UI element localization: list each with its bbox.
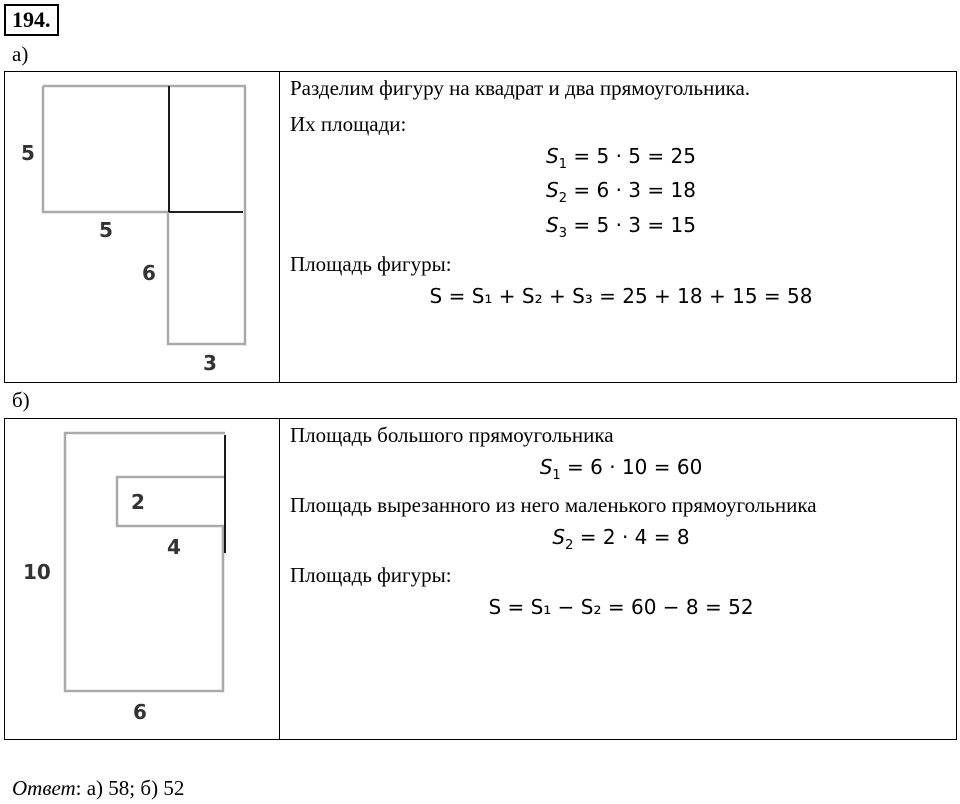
part-a-outline bbox=[43, 86, 245, 344]
part-b-outline bbox=[65, 433, 225, 691]
part-b-formula-s2: $S_2 = 2 \cdot 4 = 8$ bbox=[552, 525, 690, 553]
part-a-formula-s1: $S_1 = 5 \cdot 5 = 25$ bbox=[546, 144, 696, 172]
answer-text: : а) 58; б) 52 bbox=[75, 776, 185, 800]
part-a-line-1: Разделим фигуру на квадрат и два прямоугольника. bbox=[290, 76, 751, 100]
part-a-label-square-height: 5 bbox=[21, 141, 35, 165]
part-b-figure-cell bbox=[5, 419, 280, 739]
part-a-label-square-width: 5 bbox=[99, 218, 113, 242]
part-a-text-cell bbox=[280, 72, 956, 382]
part-b-figure bbox=[5, 419, 279, 739]
part-b-label-big-width: 6 bbox=[133, 700, 147, 724]
part-b-label-cut-width: 4 bbox=[167, 535, 181, 559]
part-a-label-rect-width: 3 bbox=[203, 351, 217, 375]
part-b-formula-s1: $S_1 = 6 \cdot 10 = 60$ bbox=[539, 455, 703, 483]
part-b-text-cell bbox=[280, 419, 956, 739]
problem-number: 194. bbox=[4, 4, 59, 36]
part-b-table bbox=[4, 418, 957, 740]
part-b-line-3: Площадь фигуры: bbox=[290, 563, 452, 587]
part-b-label: б) bbox=[12, 388, 30, 412]
part-a-figure-cell bbox=[5, 72, 280, 382]
part-a-formula-total: S = S₁ + S₂ + S₃ = 25 + 18 + 15 = 58 bbox=[429, 284, 813, 308]
part-b-line-2: Площадь вырезанного из него маленького прямоугольника bbox=[290, 493, 817, 517]
part-a-line-3: Площадь фигуры: bbox=[290, 252, 452, 276]
part-b-label-big-height: 10 bbox=[23, 560, 51, 584]
part-a-line-2: Их площади: bbox=[290, 112, 407, 136]
part-a-table bbox=[4, 71, 957, 383]
answer bbox=[12, 776, 184, 801]
part-b-label-cut-height: 2 bbox=[131, 490, 145, 514]
part-a-label: а) bbox=[12, 42, 29, 66]
part-a-figure bbox=[5, 72, 279, 382]
part-b-formula-total: S = S₁ − S₂ = 60 − 8 = 52 bbox=[488, 595, 754, 619]
part-a-formula-s2: $S_2 = 6 \cdot 3 = 18$ bbox=[546, 178, 696, 206]
part-a-label-rect-height: 6 bbox=[142, 261, 156, 285]
part-b-line-1: Площадь большого прямоугольника bbox=[290, 423, 614, 447]
part-a-formula-s3: $S_3 = 5 \cdot 3 = 15$ bbox=[546, 213, 696, 241]
answer-label: Ответ bbox=[12, 776, 76, 800]
